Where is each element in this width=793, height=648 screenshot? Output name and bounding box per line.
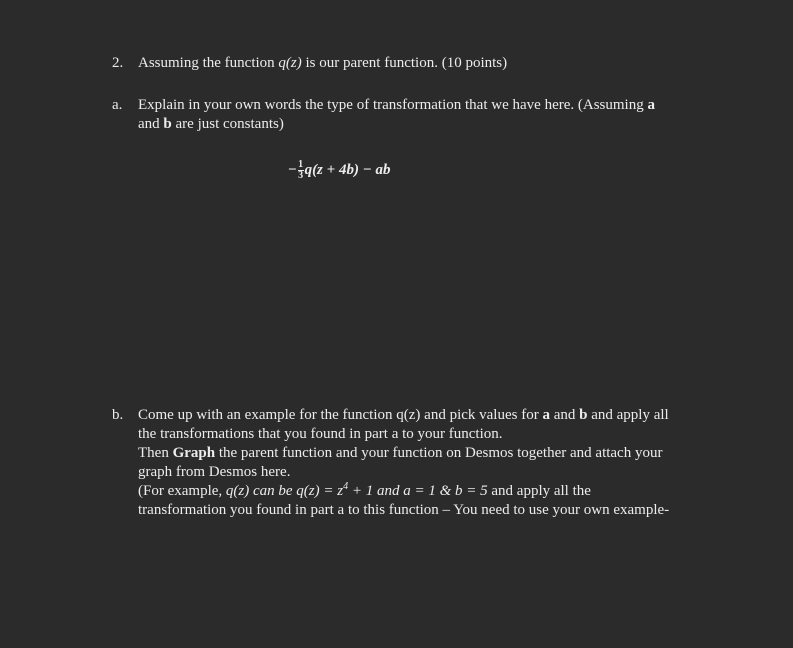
fraction-numerator: 1	[298, 159, 304, 170]
part-b-l5-math2: + 1 and a = 1 & b = 5	[348, 483, 488, 499]
part-b-l1-post: and apply all	[587, 407, 669, 423]
part-b-line-5	[138, 482, 738, 501]
fraction-denominator: 3	[298, 170, 304, 181]
part-b-l1-b: b	[579, 407, 588, 423]
part-a-line1-pre: Explain in your own words the type of transformation that we have here. (Assuming	[138, 97, 648, 113]
part-a-text	[138, 96, 738, 134]
part-b-line-2: the transformations that you found in part a to your function.	[138, 426, 503, 442]
part-b-l5-exponent: 4	[343, 481, 349, 492]
transformation-formula	[288, 160, 391, 181]
part-b-line-1	[138, 406, 738, 425]
part-a-const-a: a	[647, 97, 655, 113]
heading-post: is our parent function. (10 points)	[301, 55, 508, 71]
part-b-l1-pre: Come up with an example for the function q(z) and pick values for	[138, 407, 543, 423]
part-b-l5-post: and apply all the	[487, 483, 591, 499]
part-a-label: a.	[112, 97, 123, 113]
heading-function: q(z)	[278, 55, 302, 71]
part-b-line-6: transformation you found in part a to this function – You need to use your own example-	[138, 502, 670, 518]
formula-fraction	[298, 160, 304, 181]
part-a-line-1	[138, 96, 738, 115]
part-a-const-b: b	[163, 116, 172, 132]
part-b-line-3	[138, 444, 738, 463]
part-b-l3-pre: Then	[138, 445, 173, 461]
formula-minus: −	[288, 162, 297, 178]
part-b-line-4: graph from Desmos here.	[138, 464, 291, 480]
part-b-label: b.	[112, 407, 124, 423]
part-b-text	[138, 406, 738, 520]
part-b-l5-pre: (For example,	[138, 483, 226, 499]
part-b-l1-mid: and	[549, 407, 580, 423]
part-b-l1-a: a	[542, 407, 550, 423]
part-a-line2-pre: and	[138, 116, 164, 132]
formula-body: q(z + 4b) − ab	[304, 162, 391, 178]
part-b-l3-graph: Graph	[172, 445, 216, 461]
question-heading	[138, 54, 738, 73]
heading-pre: Assuming the function	[138, 55, 279, 71]
question-number: 2.	[112, 55, 124, 71]
part-a-line-2	[138, 115, 738, 134]
part-b-l5-math: q(z) can be q(z) = z	[225, 483, 344, 499]
part-a-line2-post: are just constants)	[171, 116, 284, 132]
part-b-l3-post: the parent function and your function on Desmos together and attach your	[215, 445, 663, 461]
